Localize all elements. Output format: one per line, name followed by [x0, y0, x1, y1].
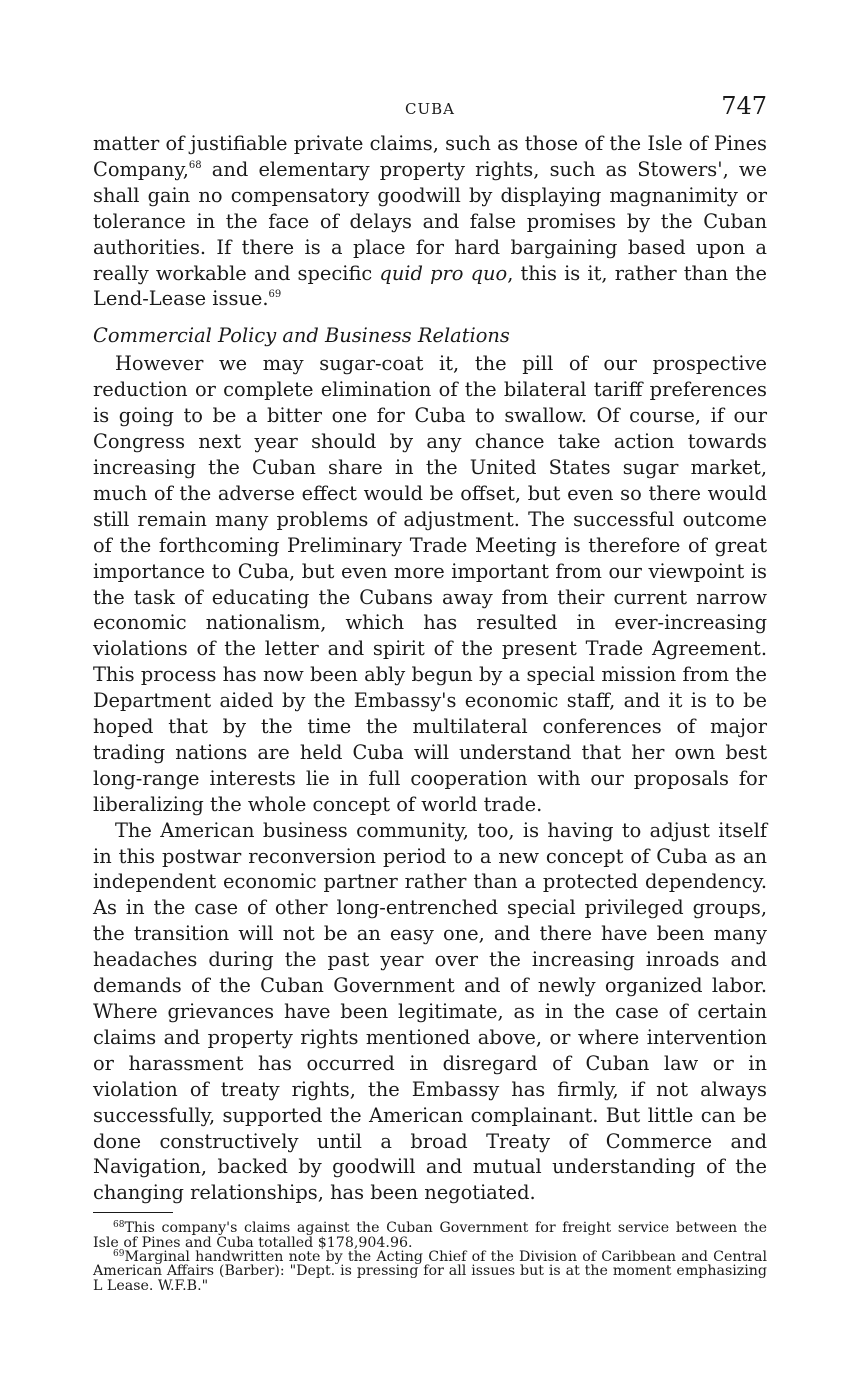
paragraph-text: matter of justifiable private claims, such as those of the Isle of Pines Company, — [93, 132, 767, 181]
paragraph-text: , this is it, rather than the Lend-Lease issue. — [93, 261, 767, 311]
footnote-reference-69[interactable]: 69 — [268, 289, 282, 301]
running-head — [93, 92, 767, 126]
paragraph-continued — [93, 131, 767, 312]
footnote-68 — [93, 1221, 767, 1250]
footnote-divider — [93, 1212, 173, 1213]
footnote-reference-68[interactable]: 68 — [188, 159, 202, 171]
paragraph-business-community: The American business community, too, is having to adjust itself in this postwar reconversion period to a new concept of Cuba as an independent economic partner rather than a protected dependency. As in the case of other long-entrenched special privileged groups, the transition will not be an easy one, and there have been many headaches during the past year over the increasing inroads and demands of the Cuban Government and of newly organized labor. Where grievances have been legitimate, as in the case of certain claims and property rights mentioned above, or where intervention or harassment has occurred in disregard of Cuban law or in violation of treaty rights, the Embassy has firmly, if not always successfully, supported the American complainant. But little can be done constructively until a broad Treaty of Commerce and Navigation, backed by goodwill and mutual understanding of the changing relationships, has been negotiated. — [93, 818, 767, 1205]
paragraph-text: and elementary property rights, such as Stowers', we shall gain no compensatory goodwill by displaying magnanimity or tolerance in the face of delays and false promises by the Cuban authorities. If there is a place for hard bargaining based upon a really workable and specific — [93, 157, 767, 285]
paragraph-commercial-policy: However we may sugar-coat it, the pill of our prospective reduction or complete elimination of the bilateral tariff preferences is going to be a bitter one for Cuba to swallow. Of course, if our Congress next year should by any chance take action towards increasing the Cuban share in the United States sugar market, much of the adverse effect would be offset, but even so there would still remain many problems of adjustment. The successful outcome of the forthcoming Preliminary Trade Meeting is therefore of great importance to Cuba, but even more important from our viewpoint is the task of educating the Cubans away from their current narrow economic nationalism, which has resulted in ever-increasing violations of the letter and spirit of the present Trade Agreement. This process has now been ably begun by a special mission from the Department aided by the Embassy's economic staff, and it is to be hoped that by the time the multilateral conferences of major trading nations are held Cuba will understand that her own best long-range interests lie in full cooperation with our proposals for liberalizing the whole concept of world trade. — [93, 352, 767, 816]
footnote-text: This company's claims against the Cuban Government for freight service between the Isle of Pines and Cuba totalled $178,904.96. — [93, 1220, 767, 1251]
running-title: CUBA — [405, 100, 455, 118]
footnote-mark: 68 — [113, 1220, 125, 1231]
page-number: 747 — [721, 92, 767, 120]
footnote-mark: 69 — [113, 1249, 125, 1260]
footnote-text: Marginal handwritten note by the Acting Chief of the Division of Caribbean and Central American Affairs (Barber): "Dept. is pressing for all issues but is at the moment emphasizing L Lease. W.F.B." — [93, 1249, 767, 1294]
footnote-69 — [93, 1250, 767, 1293]
document-page — [93, 92, 767, 1293]
italic-phrase: quid pro quo — [379, 261, 508, 285]
section-heading: Commercial Policy and Business Relations — [93, 324, 510, 348]
